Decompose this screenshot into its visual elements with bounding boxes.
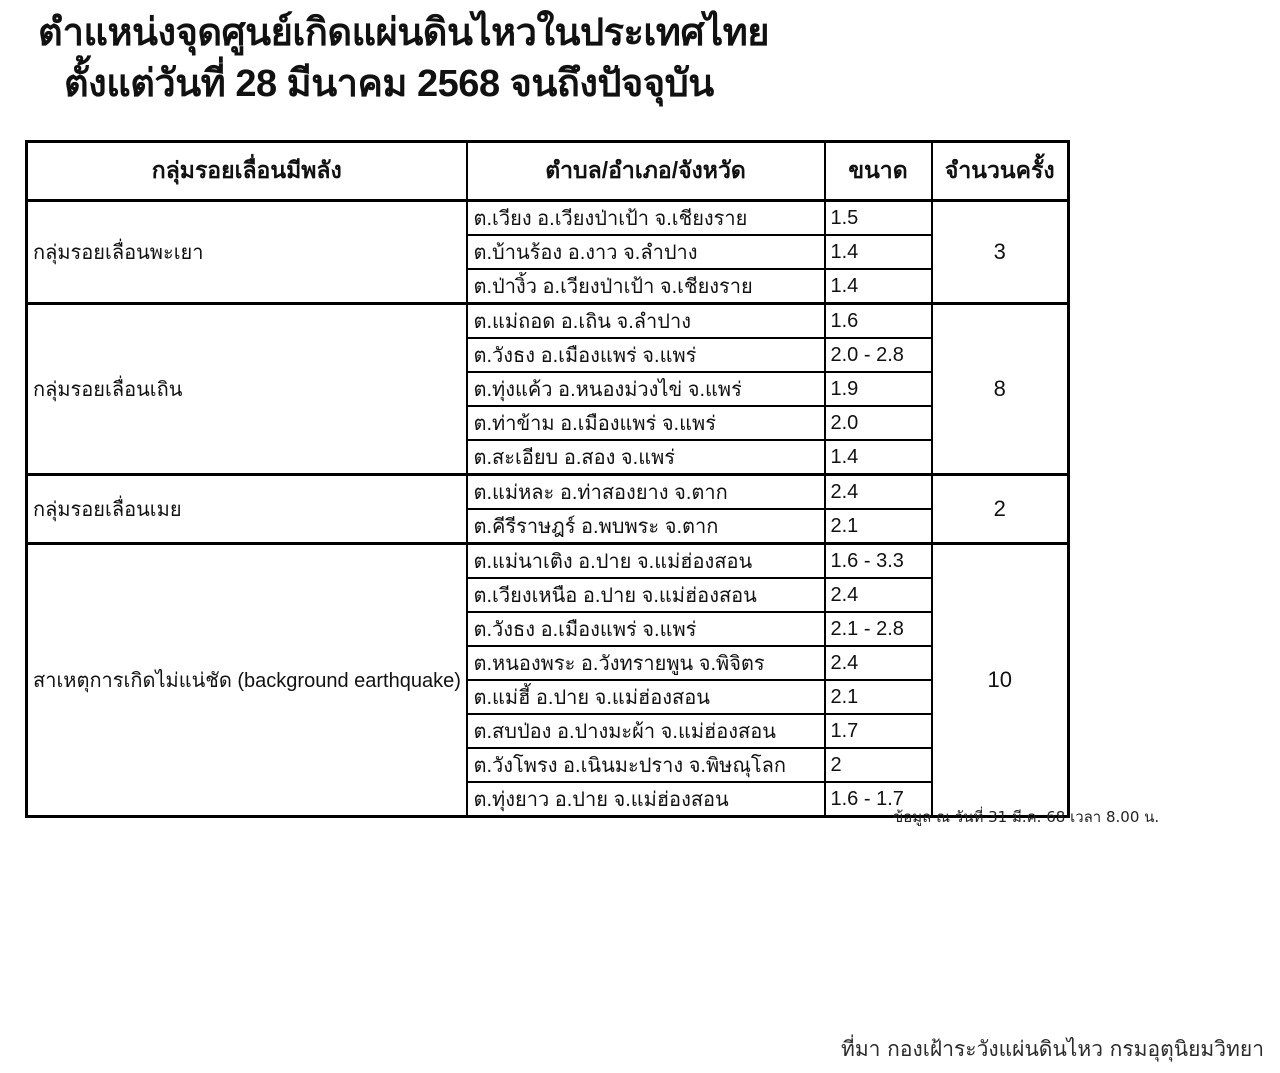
fault-table-body <box>27 201 1069 817</box>
location-cell: ต.เวียงเหนือ อ.ปาย จ.แม่ฮ่องสอน <box>467 578 825 612</box>
fault-group-cell: กลุ่มรอยเลื่อนเมย <box>27 475 467 544</box>
location-cell: ต.วังธง อ.เมืองแพร่ จ.แพร่ <box>467 338 825 372</box>
header-magnitude: ขนาด <box>825 142 932 201</box>
earthquake-table <box>25 140 1070 818</box>
magnitude-cell: 2.0 - 2.8 <box>825 338 932 372</box>
count-cell: 8 <box>932 304 1069 475</box>
magnitude-cell: 1.5 <box>825 201 932 236</box>
count-cell: 10 <box>932 544 1069 817</box>
magnitude-cell: 2.4 <box>825 578 932 612</box>
header-fault-group: กลุ่มรอยเลื่อนมีพลัง <box>27 142 467 201</box>
location-cell: ต.วังธง อ.เมืองแพร่ จ.แพร่ <box>467 612 825 646</box>
table-row <box>27 475 1069 510</box>
location-cell: ต.แม่นาเติง อ.ปาย จ.แม่ฮ่องสอน <box>467 544 825 579</box>
location-cell: ต.สะเอียบ อ.สอง จ.แพร่ <box>467 440 825 475</box>
magnitude-cell: 1.6 <box>825 304 932 339</box>
magnitude-cell: 2 <box>825 748 932 782</box>
magnitude-cell: 1.4 <box>825 440 932 475</box>
location-cell: ต.สบป่อง อ.ปางมะผ้า จ.แม่ฮ่องสอน <box>467 714 825 748</box>
location-cell: ต.แม่หละ อ.ท่าสองยาง จ.ตาก <box>467 475 825 510</box>
table-row <box>27 201 1069 236</box>
fault-group-cell: สาเหตุการเกิดไม่แน่ชัด (background earthquake) <box>27 544 467 817</box>
magnitude-cell: 2.1 <box>825 680 932 714</box>
location-cell: ต.วังโพรง อ.เนินมะปราง จ.พิษณุโลก <box>467 748 825 782</box>
location-cell: ต.คีรีราษฎร์ อ.พบพระ จ.ตาก <box>467 509 825 544</box>
location-cell: ต.ทุ่งยาว อ.ปาย จ.แม่ฮ่องสอน <box>467 782 825 817</box>
magnitude-cell: 2.1 - 2.8 <box>825 612 932 646</box>
magnitude-cell: 2.4 <box>825 475 932 510</box>
location-cell: ต.ทุ่งแค้ว อ.หนองม่วงไข่ จ.แพร่ <box>467 372 825 406</box>
page-title <box>38 8 769 110</box>
location-cell: ต.บ้านร้อง อ.งาว จ.ลำปาง <box>467 235 825 269</box>
location-cell: ต.ป่างิ้ว อ.เวียงป่าเป้า จ.เชียงราย <box>467 269 825 304</box>
magnitude-cell: 1.6 - 3.3 <box>825 544 932 579</box>
magnitude-cell: 1.4 <box>825 235 932 269</box>
magnitude-cell: 1.4 <box>825 269 932 304</box>
title-line-2: ตั้งแต่วันที่ 28 มีนาคม 2568 จนถึงปัจจุบัน <box>64 63 714 105</box>
data-as-of-note: ข้อมูล ณ วันที่ 31 มี.ค. 68 เวลา 8.00 น. <box>893 808 1160 826</box>
location-cell: ต.เวียง อ.เวียงป่าเป้า จ.เชียงราย <box>467 201 825 236</box>
count-cell: 2 <box>932 475 1069 544</box>
location-cell: ต.ท่าข้าม อ.เมืองแพร่ จ.แพร่ <box>467 406 825 440</box>
table-row <box>27 544 1069 579</box>
source-credit: ที่มา กองเฝ้าระวังแผ่นดินไหว กรมอุตุนิยมวิทยา <box>841 1037 1264 1061</box>
magnitude-cell: 2.0 <box>825 406 932 440</box>
location-cell: ต.หนองพระ อ.วังทรายพูน จ.พิจิตร <box>467 646 825 680</box>
table-row <box>27 304 1069 339</box>
header-location: ตำบล/อำเภอ/จังหวัด <box>467 142 825 201</box>
count-cell: 3 <box>932 201 1069 304</box>
header-count: จำนวนครั้ง <box>932 142 1069 201</box>
location-cell: ต.แม่ฮี้ อ.ปาย จ.แม่ฮ่องสอน <box>467 680 825 714</box>
magnitude-cell: 2.1 <box>825 509 932 544</box>
fault-group-cell: กลุ่มรอยเลื่อนพะเยา <box>27 201 467 304</box>
magnitude-cell: 1.9 <box>825 372 932 406</box>
fault-group-cell: กลุ่มรอยเลื่อนเถิน <box>27 304 467 475</box>
magnitude-cell: 2.4 <box>825 646 932 680</box>
magnitude-cell: 1.6 - 1.7 <box>825 782 932 817</box>
location-cell: ต.แม่ถอด อ.เถิน จ.ลำปาง <box>467 304 825 339</box>
table-header-row <box>27 142 1069 201</box>
title-line-1: ตำแหน่งจุดศูนย์เกิดแผ่นดินไหวในประเทศไทย <box>38 12 770 54</box>
magnitude-cell: 1.7 <box>825 714 932 748</box>
